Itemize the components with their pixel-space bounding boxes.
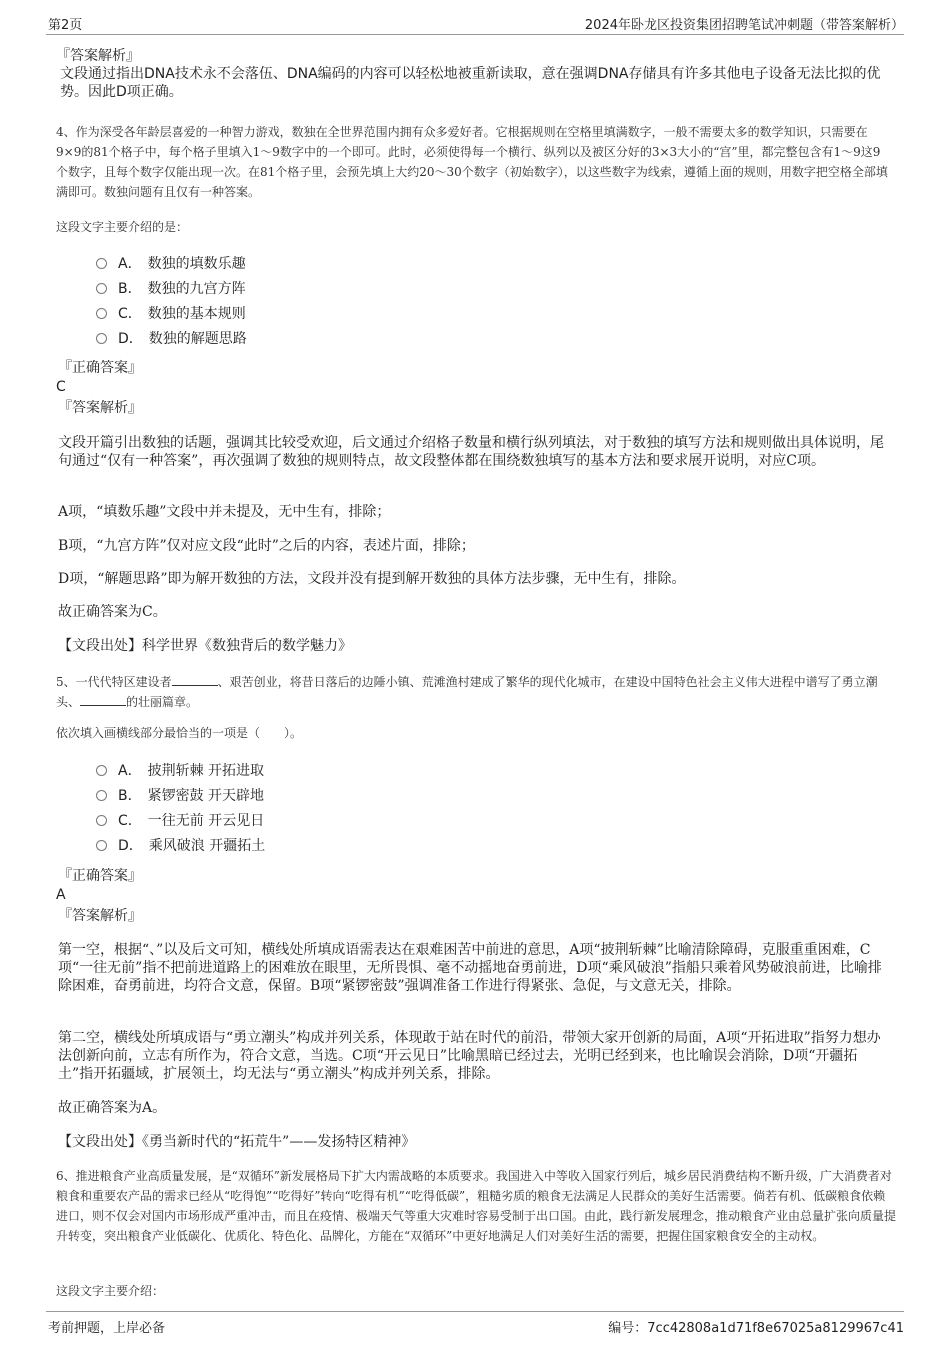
q4-options [56, 251, 247, 351]
q5-options [56, 758, 265, 858]
q4-answer: C [56, 379, 66, 395]
option-key: B． [118, 280, 142, 297]
q4-analysis-4: D项，“解题思路”即为解开数独的方法，文段并没有提到解开数独的具体方法步骤，无中生有，排除。 [58, 571, 686, 587]
radio-icon[interactable] [96, 308, 107, 319]
option-key: A． [118, 762, 142, 779]
radio-icon[interactable] [96, 815, 107, 826]
q3-analysis-label: 『答案解析』 [56, 48, 140, 64]
radio-icon[interactable] [96, 258, 107, 269]
option-text: 披荆斩棘 开拓进取 [147, 762, 265, 779]
q5-prompt: 依次填入画横线部分最恰当的一项是（ ）。 [56, 726, 303, 740]
option-text: 数独的解题思路 [148, 330, 247, 347]
page-footer [46, 1311, 904, 1336]
q4-analysis-5: 故正确答案为C。 [58, 604, 167, 620]
q4-source: 【文段出处】科学世界《数独背后的数学魅力》 [58, 638, 352, 654]
blank-line [80, 693, 126, 706]
q5-answer: A [56, 887, 66, 903]
q4-analysis-label: 『答案解析』 [58, 400, 142, 416]
q5-analysis-1: 第一空，根据“、”以及后文可知，横线处所填成语需表达在艰难困苦中前进的意思，A项“披荆斩棘”比喻清除障碍，克服重重困难，C项“一往无前”指不把前进道路上的困难放在眼里，无所畏惧、毫不动摇地奋勇前进，D项“乘风破浪”指船只乘着风势破浪前进，比喻排除困难，奋勇前进，均符合文意，保留。B项“紧锣密鼓”强调准备工作进行得紧张、急促，与文意无关，排除。 [58, 942, 882, 994]
q5-analysis-2: 第二空，横线处所填成语与“勇立潮头”构成并列关系，体现敢于站在时代的前沿，带领大家开创新的局面，A项“开拓进取”指努力想办法创新向前，立志有所作为，符合文意，当选。C项“开云见日”比喻黑暗已经过去，光明已经到来，也比喻误会消除，D项“开疆拓土”指开拓疆域，扩展领土，均无法与“勇立潮头”构成并列关系，排除。 [58, 1030, 881, 1082]
option-key: A． [118, 255, 142, 272]
q6-prompt: 这段文字主要介绍： [56, 1284, 165, 1298]
q5-option-b[interactable] [96, 783, 265, 808]
q5-option-d[interactable] [96, 833, 265, 858]
q5-option-a[interactable] [96, 758, 265, 783]
page-number: 第2页 [48, 18, 83, 33]
q5-stem-part-c: 的壮丽篇章。 [126, 695, 199, 709]
option-text: 数独的九宫方阵 [147, 280, 246, 297]
q4-analysis-3: B项，“九宫方阵”仅对应文段“此时”之后的内容，表述片面，排除； [58, 538, 475, 554]
q5-analysis-3: 故正确答案为A。 [58, 1100, 167, 1116]
q4-option-c[interactable] [96, 301, 247, 326]
option-key: B． [118, 787, 142, 804]
option-text: 紧锣密鼓 开天辟地 [147, 787, 265, 804]
q5-source: 【文段出处】《勇当新时代的“拓荒牛”——发扬特区精神》 [58, 1134, 416, 1150]
radio-icon[interactable] [96, 283, 107, 294]
radio-icon[interactable] [96, 333, 107, 344]
q5-stem-part-b: 、艰苦创业，将昔日落后的边陲小镇、荒滩渔村建成了繁华的现代化城市，在建设中国特色社会主义伟大进程中谱写了勇立潮头、 [56, 675, 878, 709]
option-key: C． [118, 812, 142, 829]
q5-answer-label: 『正确答案』 [58, 868, 142, 884]
document-id: 编号：7cc42808a1d71f8e67025a8129967c41 [608, 1321, 904, 1336]
document-title: 2024年卧龙区投资集团招聘笔试冲刺题（带答案解析） [584, 18, 904, 33]
q4-analysis-2: A项，“填数乐趣”文段中并未提及，无中生有，排除； [58, 504, 391, 520]
q4-analysis-1: 文段开篇引出数独的话题，强调其比较受欢迎，后文通过介绍格子数量和横行纵列填法，对于数独的填写方法和规则做出具体说明，尾句通过“仅有一种答案”，再次强调了数独的规则特点，故文段整体都在围绕数独填写的基本方法和要求展开说明，对应C项。 [58, 435, 884, 469]
q4-prompt: 这段文字主要介绍的是： [56, 220, 189, 234]
q4-option-d[interactable] [96, 326, 247, 351]
footer-slogan: 考前押题，上岸必备 [48, 1321, 166, 1336]
blank-line [172, 673, 218, 686]
option-text: 乘风破浪 开疆拓土 [148, 837, 266, 854]
radio-icon[interactable] [96, 765, 107, 776]
q5-analysis-label: 『答案解析』 [58, 908, 142, 924]
option-text: 数独的基本规则 [147, 305, 246, 322]
q5-stem [56, 672, 891, 712]
option-text: 一往无前 开云见日 [147, 812, 265, 829]
radio-icon[interactable] [96, 790, 107, 801]
q4-option-a[interactable] [96, 251, 247, 276]
q5-option-c[interactable] [96, 808, 265, 833]
q6-stem: 6、推进粮食产业高质量发展，是“双循环”新发展格局下扩大内需战略的本质要求。我国进入中等收入国家行列后，城乡居民消费结构不断升级，广大消费者对粮食和重要农产品的需求已经从“吃得饱”“吃得好”转向“吃得有机”“吃得低碳”，粗糙劣质的粮食无法满足人民群众的美好生活需要。倘若有机、低碳粮食依赖进口，则不仅会对国内市场形成严重冲击，而且在疫情、极端天气等重大灾难时容易受制于出口国。由此，践行新发展理念，推动粮食产业由总量扩张向质量提升转变，突出粮食产业低碳化、优质化、特色化、品牌化，方能在“双循环”中更好地满足人们对美好生活的需要，把握住国家粮食安全的主动权。 [56, 1169, 897, 1243]
option-key: D． [118, 837, 143, 854]
radio-icon[interactable] [96, 840, 107, 851]
option-text: 数独的填数乐趣 [147, 255, 246, 272]
option-key: C． [118, 305, 142, 322]
q3-analysis-block [56, 47, 901, 101]
option-key: D． [118, 330, 143, 347]
q5-stem-part-a: 5、一代代特区建设者 [56, 675, 172, 689]
q3-analysis-text: 文段通过指出DNA技术永不会落伍、DNA编码的内容可以轻松地被重新读取，意在强调DNA存储具有许多其他电子设备无法比拟的优势。因此D项正确。 [60, 66, 881, 100]
page-header [46, 14, 904, 35]
q4-answer-label: 『正确答案』 [58, 360, 142, 376]
q4-stem: 4、作为深受各年龄层喜爱的一种智力游戏，数独在全世界范围内拥有众多爱好者。它根据规则在空格里填满数字，一般不需要太多的数学知识，只需要在9×9的81个格子中，每个格子里填入1～9数字中的一个即可。此时，必须使得每一个横行、纵列以及被区分好的3×3大小的“宫”里，都完整包含有1～9这9个数字，且每个数字仅能出现一次。在81个格子里，会预先填上大约20～30个数字（初始数字），以这些数字为线索，遵循上面的规则，用数字把空格全部填满即可。数独问题有且仅有一种答案。 [56, 125, 888, 199]
q4-option-b[interactable] [96, 276, 247, 301]
